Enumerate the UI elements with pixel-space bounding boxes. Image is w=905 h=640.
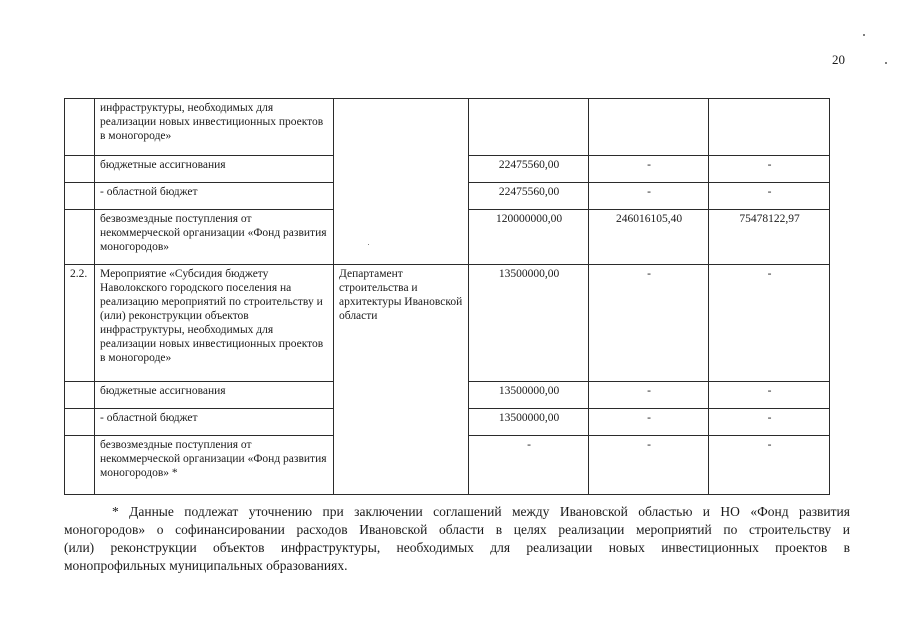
value-year-3: -: [709, 183, 830, 210]
value-year-2: -: [589, 436, 709, 495]
value-year-2: -: [589, 156, 709, 183]
value-year-3: [709, 99, 830, 156]
footnote-line: монопрофильных муниципальных образованиях.: [64, 558, 348, 573]
value-year-3: 75478122,97: [709, 210, 830, 265]
row-number: [65, 382, 95, 409]
row-name: - областной бюджет: [95, 409, 334, 436]
row-number: [65, 210, 95, 265]
row-number: [65, 436, 95, 495]
value-year-2: [589, 99, 709, 156]
row-name: Мероприятие «Субсидия бюджету Наволокского городского поселения на реализацию мероприятий по строительству и (или) реконструкции объектов инфраструктуры, необходимых для реализации новых инвестиционных проектов в моногороде»: [95, 265, 334, 382]
value-year-3: -: [709, 409, 830, 436]
value-year-2: 246016105,40: [589, 210, 709, 265]
value-year-2: -: [589, 265, 709, 382]
value-year-3: -: [709, 382, 830, 409]
row-name: бюджетные ассигнования: [95, 156, 334, 183]
footnote-line: моногородов» о софинансировании расходов Ивановской области в целях реализации мероприятий по строительству и: [64, 522, 850, 537]
table-row: [65, 265, 830, 382]
row-number: [65, 409, 95, 436]
row-number: [65, 156, 95, 183]
value-year-2: -: [589, 382, 709, 409]
value-year-1: 120000000,00: [469, 210, 589, 265]
value-year-1: 22475560,00: [469, 183, 589, 210]
footnote-line: * Данные подлежат уточнению при заключении соглашений между Ивановской областью и НО «Фонд развития: [112, 504, 850, 519]
footnote: [64, 503, 850, 575]
value-year-3: -: [709, 156, 830, 183]
value-year-1: [469, 99, 589, 156]
row-name: - областной бюджет: [95, 183, 334, 210]
row-number: 2.2.: [65, 265, 95, 382]
page-number: 20: [832, 52, 845, 67]
footnote-line: (или) реконструкции объектов инфраструктуры, необходимых для реализации новых инвестиционных проектов в: [64, 540, 850, 555]
row-name: безвозмездные поступления от некоммерческой организации «Фонд развития моногородов» *: [95, 436, 334, 495]
row-number: [65, 183, 95, 210]
value-year-1: -: [469, 436, 589, 495]
value-year-1: 13500000,00: [469, 382, 589, 409]
value-year-3: -: [709, 265, 830, 382]
row-number: [65, 99, 95, 156]
value-year-2: -: [589, 183, 709, 210]
row-executor: Департамент строительства и архитектуры Ивановской области: [334, 265, 469, 495]
value-year-2: -: [589, 409, 709, 436]
table-row: [65, 99, 830, 156]
scan-speck: [863, 34, 865, 36]
value-year-1: 13500000,00: [469, 409, 589, 436]
row-executor: [334, 99, 469, 265]
row-name: бюджетные ассигнования: [95, 382, 334, 409]
row-name: безвозмездные поступления от некоммерческой организации «Фонд развития моногородов»: [95, 210, 334, 265]
row-name: инфраструктуры, необходимых для реализации новых инвестиционных проектов в моногороде»: [95, 99, 334, 156]
value-year-1: 22475560,00: [469, 156, 589, 183]
budget-table: [64, 98, 830, 495]
value-year-3: -: [709, 436, 830, 495]
scan-speck: [885, 62, 887, 64]
value-year-1: 13500000,00: [469, 265, 589, 382]
